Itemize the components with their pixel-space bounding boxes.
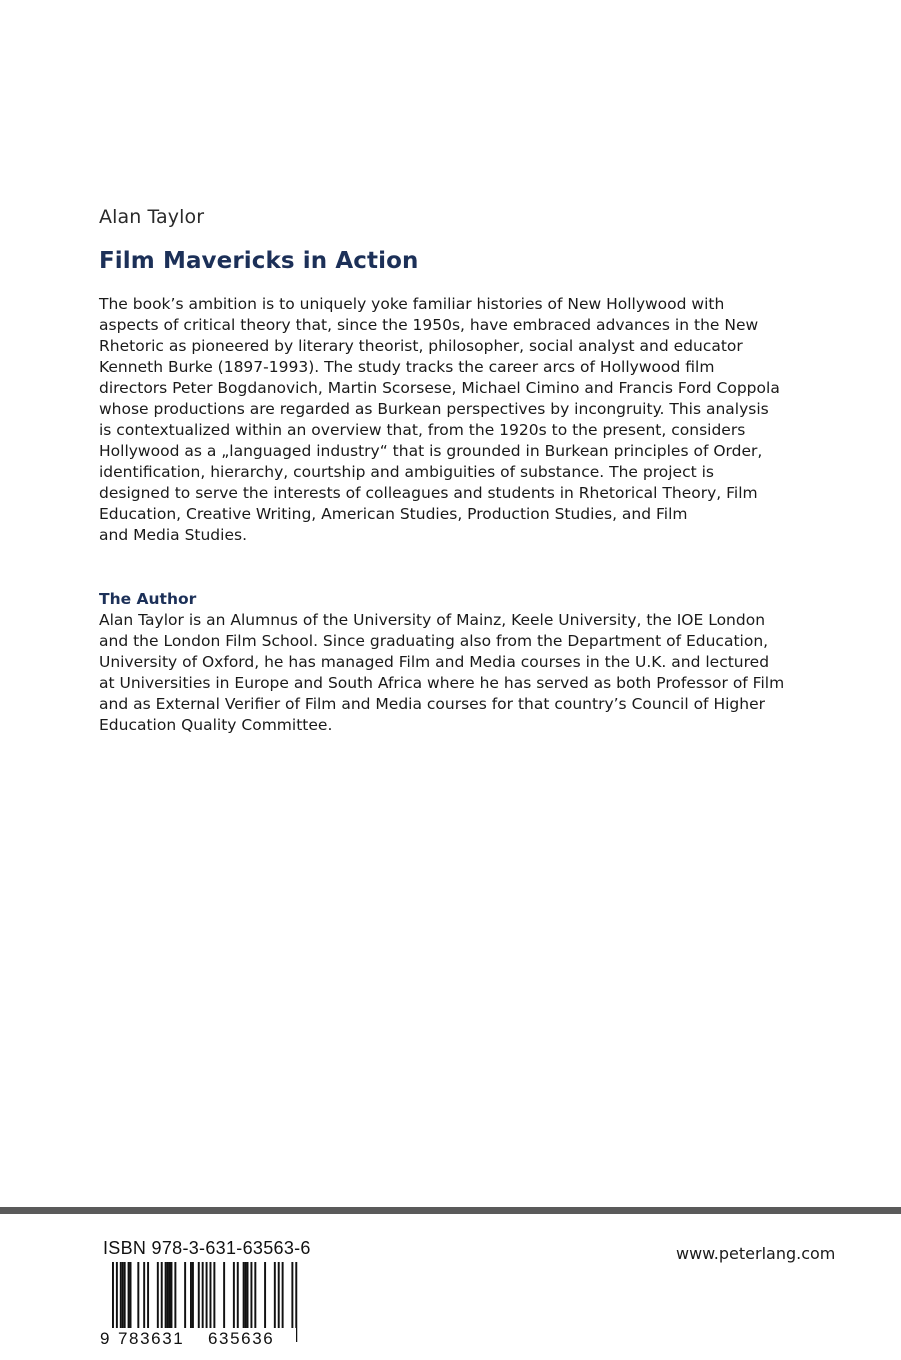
barcode-bar [130, 1262, 132, 1328]
author-name: Alan Taylor [99, 206, 205, 228]
description-line: and Media Studies. [99, 526, 247, 544]
description-line: identification, hierarchy, courtship and ambiguities of substance. The project is [99, 463, 714, 481]
barcode-bar [124, 1262, 126, 1328]
barcode-right-digits: 635636 [208, 1329, 275, 1348]
barcode-bar [243, 1262, 245, 1328]
description-line: Kenneth Burke (1897-1993). The study tracks the career arcs of Hollywood film [99, 358, 715, 376]
description-line: Hollywood as a „languaged industry“ that is grounded in Burkean principles of Order, [99, 442, 763, 460]
barcode-bar [254, 1262, 256, 1328]
barcode-bar [198, 1262, 200, 1328]
description-line: directors Peter Bogdanovich, Martin Scorsese, Michael Cimino and Francis Ford Coppola [99, 379, 780, 397]
barcode-bar [128, 1262, 130, 1328]
barcode-bar [137, 1262, 139, 1328]
barcode-bar [223, 1262, 225, 1328]
isbn-barcode [96, 1258, 306, 1348]
barcode-lead-digit: 9 [100, 1329, 110, 1348]
barcode-bar [165, 1262, 167, 1328]
barcode-bar [282, 1262, 284, 1328]
description-line: designed to serve the interests of colleagues and students in Rhetorical Theory, Film [99, 484, 758, 502]
barcode-bar [245, 1262, 247, 1328]
barcode-left-digits: 783631 [118, 1329, 185, 1348]
barcode-bar [143, 1262, 145, 1328]
barcode-bar [157, 1262, 159, 1328]
barcode-bar [122, 1262, 124, 1328]
biography-line: University of Oxford, he has managed Film and Media courses in the U.K. and lectured [99, 653, 770, 671]
barcode-bar [192, 1262, 194, 1328]
footer-divider [0, 1207, 901, 1214]
barcode-bar [184, 1262, 186, 1328]
biography-line: at Universities in Europe and South Africa where he has served as both Professor of Film [99, 674, 785, 692]
biography-line: Education Quality Committee. [99, 716, 333, 734]
book-title: Film Mavericks in Action [99, 248, 419, 274]
description-line: is contextualized within an overview that, from the 1920s to the present, considers [99, 421, 746, 439]
barcode-bar [233, 1262, 235, 1328]
barcode-bar [210, 1262, 212, 1328]
author-section-heading: The Author [99, 590, 197, 608]
barcode-bar [264, 1262, 266, 1328]
barcode-bar [247, 1262, 249, 1328]
barcode-bar [167, 1262, 169, 1328]
author-biography [99, 610, 785, 736]
barcode-bar [169, 1262, 171, 1328]
barcode-bar [250, 1262, 252, 1328]
isbn-label: ISBN 978-3-631-63563-6 [103, 1238, 311, 1258]
description-line: The book’s ambition is to uniquely yoke familiar histories of New Hollywood with [99, 295, 725, 313]
barcode-bar [174, 1262, 176, 1328]
description-line: Education, Creative Writing, American Studies, Production Studies, and Film [99, 505, 688, 523]
barcode-bar [161, 1262, 163, 1328]
barcode-bar [274, 1262, 276, 1328]
barcode-bar [237, 1262, 239, 1328]
barcode-bar [171, 1262, 173, 1328]
barcode-bar [190, 1262, 192, 1328]
barcode-bar [120, 1262, 122, 1328]
barcode-bar [278, 1262, 280, 1328]
description-line: Rhetoric as pioneered by literary theorist, philosopher, social analyst and educator [99, 337, 743, 355]
biography-line: Alan Taylor is an Alumnus of the University of Mainz, Keele University, the IOE London [99, 611, 766, 629]
book-description [99, 294, 780, 546]
barcode-bar [147, 1262, 149, 1328]
biography-line: and the London Film School. Since graduating also from the Department of Education, [99, 632, 769, 650]
description-line: aspects of critical theory that, since the 1950s, have embraced advances in the New [99, 316, 759, 334]
barcode-bar [213, 1262, 215, 1328]
description-line: whose productions are regarded as Burkean perspectives by incongruity. This analysis [99, 400, 769, 418]
biography-line: and as External Verifier of Film and Media courses for that country’s Council of Higher [99, 695, 765, 713]
publisher-website: www.peterlang.com [676, 1244, 836, 1263]
